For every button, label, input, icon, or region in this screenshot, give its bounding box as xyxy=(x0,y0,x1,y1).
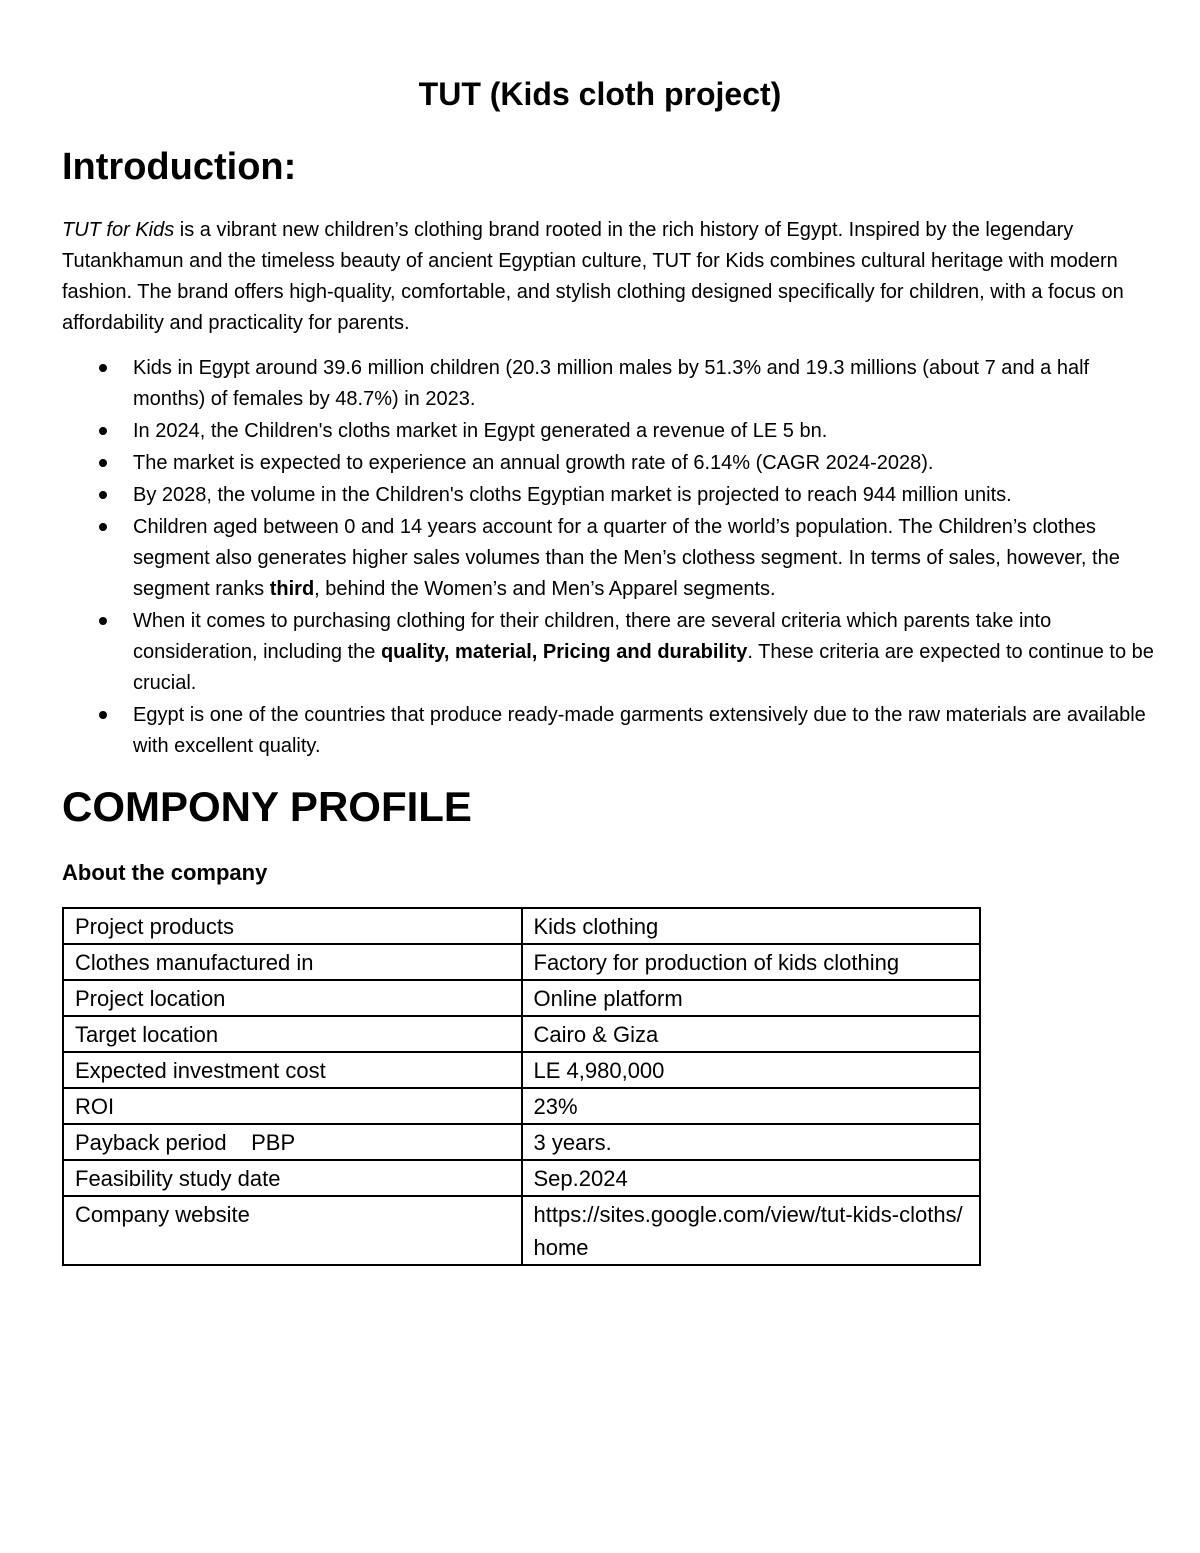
table-cell-label: Payback period PBP xyxy=(63,1124,522,1160)
table-cell-label: Expected investment cost xyxy=(63,1052,522,1088)
introduction-paragraph xyxy=(62,215,1157,339)
table-cell-label: Clothes manufactured in xyxy=(63,944,522,980)
table-cell-value: Cairo & Giza xyxy=(522,1016,981,1052)
company-profile-heading: COMPONY PROFILE xyxy=(62,783,472,830)
table-cell-label: Target location xyxy=(63,1016,522,1052)
table-row xyxy=(63,1196,980,1265)
table-cell-value: LE 4,980,000 xyxy=(522,1052,981,1088)
market-facts-list xyxy=(62,353,1162,763)
table-row xyxy=(63,908,980,944)
website-link[interactable]: https://sites.google.com/view/tut-kids-cloths/home xyxy=(522,1196,981,1265)
table-cell-label: ROI xyxy=(63,1088,522,1124)
table-cell-label: Feasibility study date xyxy=(63,1160,522,1196)
table-cell-value: Factory for production of kids clothing xyxy=(522,944,981,980)
introduction-text: is a vibrant new children’s clothing brand rooted in the rich history of Egypt. Inspired by the legendary Tutankhamun and the timeless beauty of ancient Egyptian culture, TUT for Kids combines cultural heritage with modern fashion. The brand offers high-quality, comfortable, and stylish clothing designed specifically for children, with a focus on affordability and practicality for parents. xyxy=(62,219,1124,334)
bullet-icon xyxy=(99,711,107,719)
bullet-icon xyxy=(99,427,107,435)
table-cell-label: Company website xyxy=(63,1196,522,1265)
bullet-icon xyxy=(99,459,107,467)
table-row xyxy=(63,1124,980,1160)
about-company-subheading: About the company xyxy=(62,860,268,885)
table-row xyxy=(63,944,980,980)
bullet-icon xyxy=(99,364,107,372)
table-cell-label: Project products xyxy=(63,908,522,944)
bullet-icon xyxy=(99,491,107,499)
list-item: By 2028, the volume in the Children's cloths Egyptian market is projected to reach 944 million units. xyxy=(62,480,1162,511)
table-cell-label: Project location xyxy=(63,980,522,1016)
table-row xyxy=(63,1016,980,1052)
list-item: When it comes to purchasing clothing for their children, there are several criteria which parents take into consideration, including the quality, material, Pricing and durability. These criteria are expected to continue to be crucial. xyxy=(62,606,1162,699)
list-item: Children aged between 0 and 14 years account for a quarter of the world’s population. The Children’s clothes segment also generates higher sales volumes than the Men’s clothess segment. In terms of sales, however, the segment ranks third, behind the Women’s and Men’s Apparel segments. xyxy=(62,512,1162,605)
company-profile-table xyxy=(62,907,981,1266)
table-row xyxy=(63,1052,980,1088)
bullet-icon xyxy=(99,523,107,531)
table-cell-value: 23% xyxy=(522,1088,981,1124)
introduction-heading: Introduction: xyxy=(62,146,297,188)
table-cell-value: Sep.2024 xyxy=(522,1160,981,1196)
list-item: In 2024, the Children's cloths market in Egypt generated a revenue of LE 5 bn. xyxy=(62,416,1162,447)
document-title: TUT (Kids cloth project) xyxy=(418,76,782,112)
table-row xyxy=(63,980,980,1016)
brand-name: TUT for Kids xyxy=(62,219,175,241)
bullet-icon xyxy=(99,617,107,625)
list-item: Kids in Egypt around 39.6 million children (20.3 million males by 51.3% and 19.3 millions (about 7 and a half months) of females by 48.7%) in 2023. xyxy=(62,353,1162,415)
table-cell-value: Kids clothing xyxy=(522,908,981,944)
table-cell-value: 3 years. xyxy=(522,1124,981,1160)
list-item: The market is expected to experience an annual growth rate of 6.14% (CAGR 2024-2028). xyxy=(62,448,1162,479)
table-row xyxy=(63,1160,980,1196)
table-row xyxy=(63,1088,980,1124)
table-cell-value: Online platform xyxy=(522,980,981,1016)
list-item: Egypt is one of the countries that produce ready-made garments extensively due to the raw materials are available with excellent quality. xyxy=(62,700,1162,762)
